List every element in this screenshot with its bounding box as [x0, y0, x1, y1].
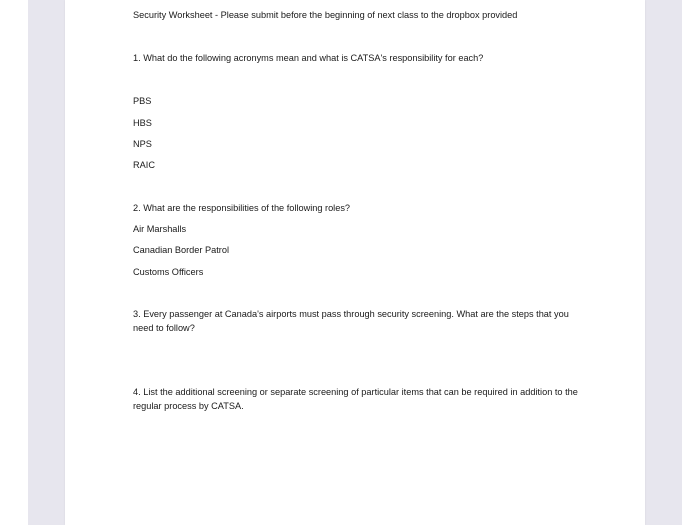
question-2: 2. What are the responsibilities of the following roles?	[133, 203, 351, 213]
role-canadian-border-patrol: Canadian Border Patrol	[133, 245, 230, 255]
document-page	[65, 0, 645, 525]
viewer-margin-left	[0, 0, 28, 525]
role-air-marshalls: Air Marshalls	[133, 224, 187, 234]
viewer-background-left	[28, 0, 65, 525]
question-1: 1. What do the following acronyms mean and what is CATSA's responsibility for each?	[133, 53, 484, 63]
worksheet-header: Security Worksheet - Please submit before the beginning of next class to the dropbox provided	[133, 10, 518, 20]
acronym-pbs: PBS	[133, 96, 152, 106]
acronym-nps: NPS	[133, 139, 152, 149]
acronym-raic: RAIC	[133, 160, 155, 170]
question-4: 4. List the additional screening or separate screening of particular items that can be required in addition to the regular process by CATSA.	[133, 387, 578, 411]
question-3: 3. Every passenger at Canada's airports must pass through security screening. What are the steps that you need to follow?	[133, 309, 569, 333]
acronym-hbs: HBS	[133, 118, 152, 128]
viewer-background-right	[645, 0, 682, 525]
viewer-margin-right	[682, 0, 700, 525]
role-customs-officers: Customs Officers	[133, 267, 204, 277]
